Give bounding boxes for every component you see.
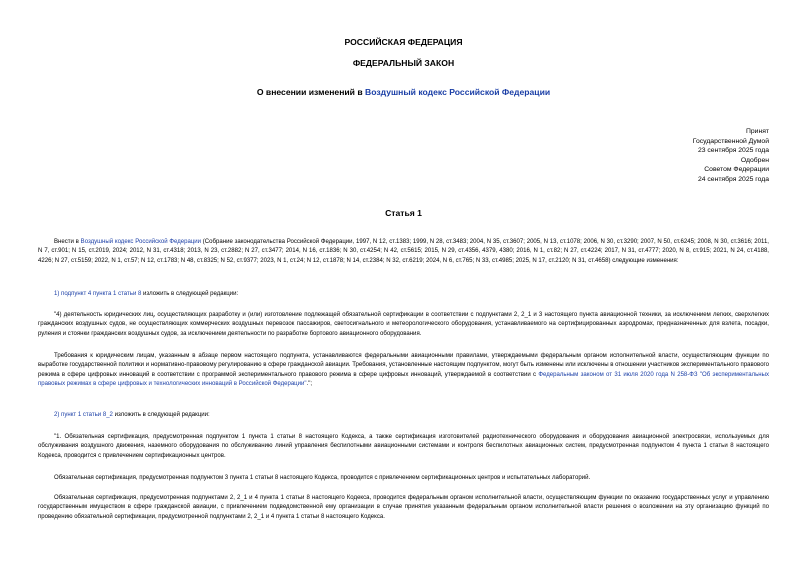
- duma-date: 23 сентября 2025 года: [697, 147, 769, 155]
- law-title-prefix: О внесении изменений в: [256, 87, 366, 97]
- requirements-text: Требования к юридическим лицам, указанным в абзаце первом настоящего подпункта, устанавливаются федеральными авиационными правилами, утверждаемыми федеральным органом исполнительной власти, осуществляющим функции по выработке государственной политики и нормативно-правовому регулированию в сфере гражданской авиации. Требования, установленные настоящим подпунктом, могут быть изменены или исключены в отношении участников экспериментального правового режима в сфере цифровых инноваций в соответствии с программой экспериментального правового режима в сфере цифровых инноваций, утверждаемой в соответствии с: [38, 353, 769, 378]
- requirements-end: .";: [306, 381, 313, 388]
- article-heading: Статья 1: [385, 208, 422, 218]
- paragraph-4: Обязательная сертификация, предусмотренная подпунктами 2, 2_1 и 4 пункта 1 статьи 8 настоящего Кодекса, проводится федеральным органом исполнительной власти, осуществляющим функции по оказанию государственных услуг и управлению государственным имуществом в сфере гражданской авиации, с привлечением подведомственной ему организации в случае принятия указанным федеральным органом исполнительной власти решения о возложении на эту организацию функций по проведению обязательной сертификации, предусмотренной подпунктами 2, 2_1 и 4 пункта 1 статьи 8 настоящего Кодекса.: [38, 495, 769, 520]
- item-2-rest: изложить в следующей редакции:: [112, 412, 210, 418]
- approved-label: Одобрен: [740, 156, 769, 164]
- quote-2-paragraph: "1. Обязательная сертификация, предусмотренная подпунктом 1 пункта 1 статьи 8 настоящего Кодекса, а также сертификация изготовителей радиотехнического оборудования и оборудования авиационной электросвязи, используемых для обслуживания воздушного движения, наземного оборудования по обслуживанию линий управления беспилотными авиационными системами и контроля беспилотных авиационных систем, предусмотренная подпунктом 4 пункта 1 статьи 8 настоящего Кодекса, проводится с привлечением сертификационных центров.: [38, 434, 769, 459]
- quote-1-paragraph: "4) деятельность юридических лиц, осуществляющих разработку и (или) изготовление подлежащей обязательной сертификации в соответствии с подпунктами 2, 2_1 и 3 настоящего пункта авиационной техники, за исключением легких, сверхлегких гражданских воздушных судов, не осуществляющих коммерческих воздушных перевозок пассажиров, светосигнального и метеорологического оборудования, устанавливаемого на сертифицированных аэродромах, предназначенных для взлета, посадки, руления и стоянки гражданских воздушных судов, за исключением деятельности по разработке бортового авиационного оборудования.: [38, 312, 769, 337]
- item-1: [38, 290, 769, 299]
- item-1-link[interactable]: 1) подпункт 4 пункта 1 статьи 8: [54, 291, 142, 297]
- air-code-link[interactable]: Воздушный кодекс Российской Федерации: [80, 239, 202, 245]
- item-1-rest: изложить в следующей редакции:: [141, 291, 239, 297]
- law-type-heading: ФЕДЕРАЛЬНЫЙ ЗАКОН: [352, 58, 455, 68]
- state-duma-label: Государственной Думой: [692, 137, 769, 145]
- item-2: [38, 411, 769, 420]
- item-2-link[interactable]: 2) пункт 1 статьи 8_2: [54, 412, 113, 418]
- law-title: [0, 87, 807, 97]
- acceptance-block: [569, 127, 769, 185]
- intro-prefix: Внести в: [54, 239, 81, 245]
- intro-rest: (Собрание законодательства Российской Федерации, 1997, N 12, ст.1383; 1999, N 28, ст.3483; 2004, N 35, ст.3607; 2005, N 13, ст.1078; 2006, N 30, ст.3290; 2007, N 50, ст.6245; 2008, N 30, ст.3616; 2011, N 7, ст.901; N 15, ст.2019, 2024; 2012, N 31, ст.4318; 2013, N 23, ст.2882; N 27, ст.3477; 2014, N 16, ст.1836; N 30, ст.4254; N 42, ст.5615; 2015, N 29, ст.4356, 4379, 4380; 2016, N 1, ст.82; N 27, ст.4224; 2017, N 31, ст.4777; 2020, N 8, ст.915; 2021, N 24, ст.4188, 4226; N 27, ст.5159; 2022, N 1, ст.57; N 12, ст.1783; N 48, ст.8325; N 52, ст.9377; 2023, N 1, ст.24; N 12, ст.1878; N 14, ст.2384; N 32, ст.6219; 2024, N 6, ст.765; N 33, ст.4985; 2025, N 17, ст.2120; N 31, ст.4658) следующие изменения:: [38, 239, 769, 264]
- article-intro: [38, 238, 769, 266]
- federation-council-label: Советом Федерации: [704, 166, 769, 174]
- accepted-label: Принят: [745, 128, 769, 135]
- council-date: 24 сентября 2025 года: [697, 175, 769, 183]
- air-code-title-link[interactable]: Воздушный кодекс Российской Федерации: [365, 87, 551, 97]
- paragraph-3: Обязательная сертификация, предусмотренная подпунктом 3 пункта 1 статьи 8 настоящего Кодекса, проводится с привлечением сертификационных центров и испытательных лабораторий.: [54, 475, 591, 481]
- federal-law-link[interactable]: Федеральным законом от 31 июля 2020 года N 258-ФЗ "Об экспериментальных правовых режимах в сфере цифровых и технологических инноваций в Российской Федерации": [38, 371, 770, 388]
- requirements-paragraph: [38, 352, 769, 390]
- country-heading: РОССИЙСКАЯ ФЕДЕРАЦИЯ: [344, 37, 463, 47]
